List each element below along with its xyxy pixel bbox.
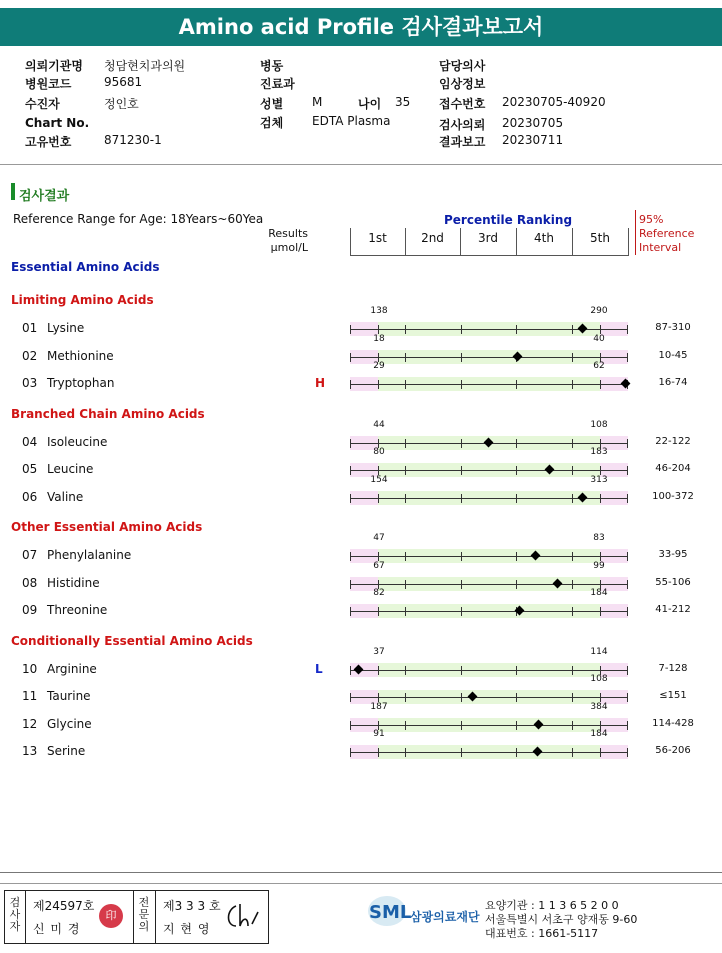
bar-tick: [461, 748, 462, 757]
range-low-label: 44: [373, 419, 385, 430]
header-label: 임상정보: [439, 77, 486, 91]
bar-tick: [378, 666, 379, 675]
bar-tick: [600, 380, 601, 389]
ref-interval-line-1: 95%: [639, 213, 664, 226]
bar-axis: [350, 584, 628, 585]
result-flag: L: [315, 661, 323, 676]
range-high-label: 99: [593, 560, 605, 571]
tester-stamp: 印: [99, 904, 123, 928]
bar-tick: [461, 466, 462, 475]
reference-interval: 100-372: [652, 490, 694, 502]
bar-tick: [516, 380, 517, 389]
bar-tick: [350, 439, 351, 448]
range-low-label: 67: [373, 560, 385, 571]
bar-axis: [350, 470, 628, 471]
bar-tick: [572, 380, 573, 389]
bar-tick: [627, 466, 628, 475]
header-label: 고유번호: [25, 135, 72, 149]
bar-tick: [350, 380, 351, 389]
org-logo: SML: [369, 902, 412, 923]
row-number: 06: [22, 489, 38, 504]
org-info-line: 요양기관 : 1 1 3 6 5 2 0 0: [485, 899, 619, 912]
range-high-label: 40: [593, 333, 605, 344]
range-high-label: 83: [593, 533, 605, 543]
quintile-label: 3rd: [478, 231, 498, 245]
reference-interval-label: [639, 213, 694, 255]
category-label: Limiting Amino Acids: [11, 293, 154, 307]
bar-axis: [350, 384, 628, 385]
header-value: 95681: [104, 75, 143, 89]
bar-tick: [572, 439, 573, 448]
amino-acid-name: Threonine: [47, 603, 108, 617]
percentile-bar: [350, 604, 628, 618]
header-value: M: [312, 95, 323, 109]
bar-tick: [350, 325, 351, 334]
header-label: 담당의사: [439, 59, 486, 73]
bar-axis: [350, 752, 628, 753]
bar-tick: [516, 494, 517, 503]
row-number: 08: [22, 575, 38, 590]
header-value: 20230711: [502, 133, 564, 147]
section-marker: [11, 183, 15, 200]
row-number: 11: [22, 689, 38, 703]
header-label: 병동: [260, 59, 284, 73]
amino-acid-name: Histidine: [47, 575, 100, 590]
axis-line: [350, 255, 628, 256]
bar-tick: [461, 380, 462, 389]
percentile-bar: [350, 377, 628, 391]
bar-tick: [627, 494, 628, 503]
header-label: Chart No.: [25, 116, 90, 130]
org-name: 삼광의료재단: [410, 910, 480, 924]
range-low-label: 138: [370, 306, 388, 316]
bar-tick: [461, 693, 462, 702]
header-label: 검체: [260, 116, 284, 130]
bar-tick: [350, 580, 351, 589]
bar-tick: [461, 666, 462, 675]
bar-tick: [627, 666, 628, 675]
tester-label: 검사자: [9, 896, 21, 933]
header-label-age: 나이: [358, 97, 382, 111]
header-label: 의뢰기관명: [25, 59, 83, 73]
bar-tick: [405, 325, 406, 334]
bar-tick: [516, 439, 517, 448]
tester-license-no: 제24597호: [33, 899, 95, 913]
quintile-label: 5th: [590, 231, 610, 245]
bar-tick: [405, 721, 406, 730]
footer-divider: [0, 872, 722, 873]
header-label: 검사의뢰: [439, 118, 486, 132]
bar-tick: [405, 494, 406, 503]
header-value: 20230705: [502, 116, 564, 130]
range-high-label: 384: [590, 701, 608, 712]
range-low-label: 82: [373, 588, 385, 598]
divider: [133, 890, 134, 944]
bar-tick: [516, 721, 517, 730]
bar-tick: [516, 666, 517, 675]
bar-tick: [461, 721, 462, 730]
ref-interval-line-2: Reference: [639, 227, 695, 240]
bar-tick: [461, 552, 462, 561]
divider: [155, 890, 156, 944]
header-value: 871230-1: [104, 133, 162, 147]
bar-tick: [572, 721, 573, 730]
reference-interval: ≤151: [659, 690, 687, 701]
bar-tick: [378, 748, 379, 757]
specialist-license-no: 제3 3 3 호: [163, 899, 221, 913]
bar-tick: [572, 666, 573, 675]
bar-tick: [378, 494, 379, 503]
bar-tick: [405, 748, 406, 757]
report-title: Amino acid Profile 검사결과보고서: [0, 8, 722, 46]
ref-interval-line-3: Interval: [639, 241, 682, 254]
header-label: 병원코드: [25, 77, 72, 91]
bar-tick: [516, 748, 517, 757]
bar-tick: [572, 325, 573, 334]
range-low-label: 187: [370, 701, 388, 712]
bar-axis: [350, 611, 628, 612]
range-high-label: 290: [590, 306, 608, 316]
category-label: Branched Chain Amino Acids: [11, 406, 205, 421]
amino-acid-name: Tryptophan: [47, 376, 115, 390]
row-number: 01: [22, 321, 38, 335]
row-number: 07: [22, 548, 38, 562]
bar-tick: [405, 666, 406, 675]
range-high-label: 183: [590, 447, 608, 457]
bar-axis: [350, 556, 628, 557]
bar-tick: [350, 693, 351, 702]
divider: [0, 164, 722, 165]
amino-acid-name: Taurine: [47, 689, 91, 703]
row-number: 12: [22, 716, 38, 731]
bar-tick: [627, 721, 628, 730]
category-label: Other Essential Amino Acids: [11, 520, 203, 534]
specialist-signature: [222, 898, 262, 934]
bar-tick: [350, 607, 351, 616]
bar-tick: [516, 580, 517, 589]
bar-tick: [572, 748, 573, 757]
axis-tick: [628, 228, 629, 256]
section-title: 검사결과: [19, 189, 70, 204]
bar-tick: [405, 607, 406, 616]
bar-tick: [405, 466, 406, 475]
bar-axis: [350, 725, 628, 726]
header-label: 결과보고: [439, 135, 486, 149]
header-label: 수진자: [25, 97, 60, 111]
amino-acid-name: Arginine: [47, 661, 97, 676]
bar-tick: [572, 580, 573, 589]
reference-interval: 56-206: [655, 745, 691, 756]
bar-tick: [405, 693, 406, 702]
amino-acid-name: Valine: [47, 489, 84, 504]
bar-tick: [405, 353, 406, 362]
bar-tick: [350, 666, 351, 675]
row-number: 05: [22, 462, 38, 476]
bar-tick: [461, 607, 462, 616]
reference-interval: 16-74: [658, 377, 688, 388]
bar-axis: [350, 357, 628, 358]
amino-acid-name: Phenylalanine: [47, 548, 132, 562]
range-low-label: 29: [373, 361, 385, 371]
footer-divider-2: [0, 883, 722, 884]
row-number: 03: [22, 376, 38, 390]
bar-tick: [627, 748, 628, 757]
bar-tick: [627, 580, 628, 589]
header-label: 진료과: [260, 77, 295, 91]
bar-tick: [627, 607, 628, 616]
reference-interval: 87-310: [655, 322, 691, 333]
bar-tick: [627, 325, 628, 334]
bar-tick: [572, 466, 573, 475]
bar-axis: [350, 670, 628, 671]
amino-acid-name: Isoleucine: [47, 434, 108, 449]
bar-tick: [516, 552, 517, 561]
header-value-age: 35: [395, 95, 411, 109]
bar-tick: [600, 748, 601, 757]
range-low-label: 80: [373, 447, 385, 457]
category-label: Conditionally Essential Amino Acids: [11, 633, 253, 648]
amino-acid-name: Glycine: [47, 716, 92, 731]
reference-interval: 114-428: [652, 717, 694, 729]
reference-interval: 22-122: [655, 435, 691, 447]
row-number: 13: [22, 744, 38, 758]
range-high-label: 184: [590, 588, 608, 598]
bar-tick: [516, 693, 517, 702]
row-number: 04: [22, 434, 38, 449]
quintile-label: 2nd: [421, 231, 444, 245]
bar-axis: [350, 697, 628, 698]
bar-tick: [461, 353, 462, 362]
bar-tick: [600, 494, 601, 503]
bar-tick: [350, 552, 351, 561]
row-number: 10: [22, 661, 38, 676]
header-value: 20230705-40920: [502, 95, 606, 109]
bar-tick: [627, 552, 628, 561]
bar-tick: [350, 466, 351, 475]
reference-range-note: Reference Range for Age: 18Years~60Yea: [13, 212, 264, 226]
percentile-bar: [350, 745, 628, 759]
bar-tick: [572, 552, 573, 561]
bar-tick: [572, 353, 573, 362]
divider: [25, 890, 26, 944]
bar-tick: [350, 748, 351, 757]
reference-interval: 46-204: [655, 463, 691, 474]
range-low-label: 47: [373, 533, 385, 543]
bar-tick: [461, 325, 462, 334]
header-value: 정인호: [104, 97, 139, 111]
range-high-label: 313: [590, 474, 608, 485]
results-unit: μmol/L: [270, 241, 308, 254]
row-number: 09: [22, 603, 38, 617]
bar-tick: [461, 439, 462, 448]
result-flag: H: [315, 376, 326, 390]
reference-interval: 41-212: [655, 604, 691, 615]
amino-acid-name: Leucine: [47, 462, 94, 476]
specialist-name: 지 현 영: [163, 922, 211, 936]
results-header: Results: [268, 227, 308, 240]
quintile-label: 1st: [368, 231, 387, 245]
bar-tick: [350, 494, 351, 503]
amino-acid-name: Serine: [47, 744, 86, 758]
reference-interval: 33-95: [658, 549, 688, 560]
bar-tick: [572, 693, 573, 702]
org-info-line: 대표번호 : 1661-5117: [485, 927, 599, 940]
org-info-line: 서울특별시 서초구 양재동 9-60: [485, 913, 638, 926]
bar-tick: [516, 325, 517, 334]
amino-acid-name: Lysine: [47, 321, 85, 335]
percentile-ranking-label: Percentile Ranking: [444, 213, 573, 227]
bar-tick: [350, 721, 351, 730]
range-high-label: 114: [590, 646, 608, 657]
reference-interval: 7-128: [658, 662, 688, 674]
specialist-label: 전문의: [138, 896, 150, 933]
reference-interval: 55-106: [655, 576, 691, 588]
header-label: 접수번호: [439, 97, 486, 111]
reference-interval: 10-45: [658, 349, 688, 361]
bar-tick: [572, 607, 573, 616]
bar-tick: [405, 380, 406, 389]
bar-tick: [627, 353, 628, 362]
bar-tick: [405, 552, 406, 561]
amino-acid-name: Methionine: [47, 348, 114, 363]
bar-tick: [350, 353, 351, 362]
range-low-label: 154: [370, 474, 388, 485]
range-high-label: 108: [590, 419, 608, 430]
category-essential: Essential Amino Acids: [11, 260, 160, 274]
range-low-label: 91: [373, 729, 385, 739]
bar-tick: [378, 380, 379, 389]
range-high-label: 108: [590, 674, 608, 684]
bar-tick: [461, 494, 462, 503]
bar-tick: [405, 439, 406, 448]
quintile-label: 4th: [534, 231, 554, 245]
tester-name: 신 미 경: [33, 922, 81, 936]
bar-tick: [378, 607, 379, 616]
header-value: EDTA Plasma: [312, 114, 391, 128]
header-label: 성별: [260, 97, 284, 111]
percentile-bar: [350, 491, 628, 505]
range-high-label: 184: [590, 729, 608, 739]
row-number: 02: [22, 348, 38, 363]
bar-tick: [627, 439, 628, 448]
reference-divider: [635, 210, 636, 255]
range-low-label: 18: [373, 333, 385, 344]
bar-tick: [405, 580, 406, 589]
bar-tick: [461, 580, 462, 589]
range-low-label: 37: [373, 646, 385, 657]
bar-tick: [600, 607, 601, 616]
range-high-label: 62: [593, 361, 605, 371]
bar-tick: [516, 466, 517, 475]
bar-tick: [572, 494, 573, 503]
header-value: 청담현치과의원: [104, 59, 186, 73]
bar-tick: [627, 693, 628, 702]
